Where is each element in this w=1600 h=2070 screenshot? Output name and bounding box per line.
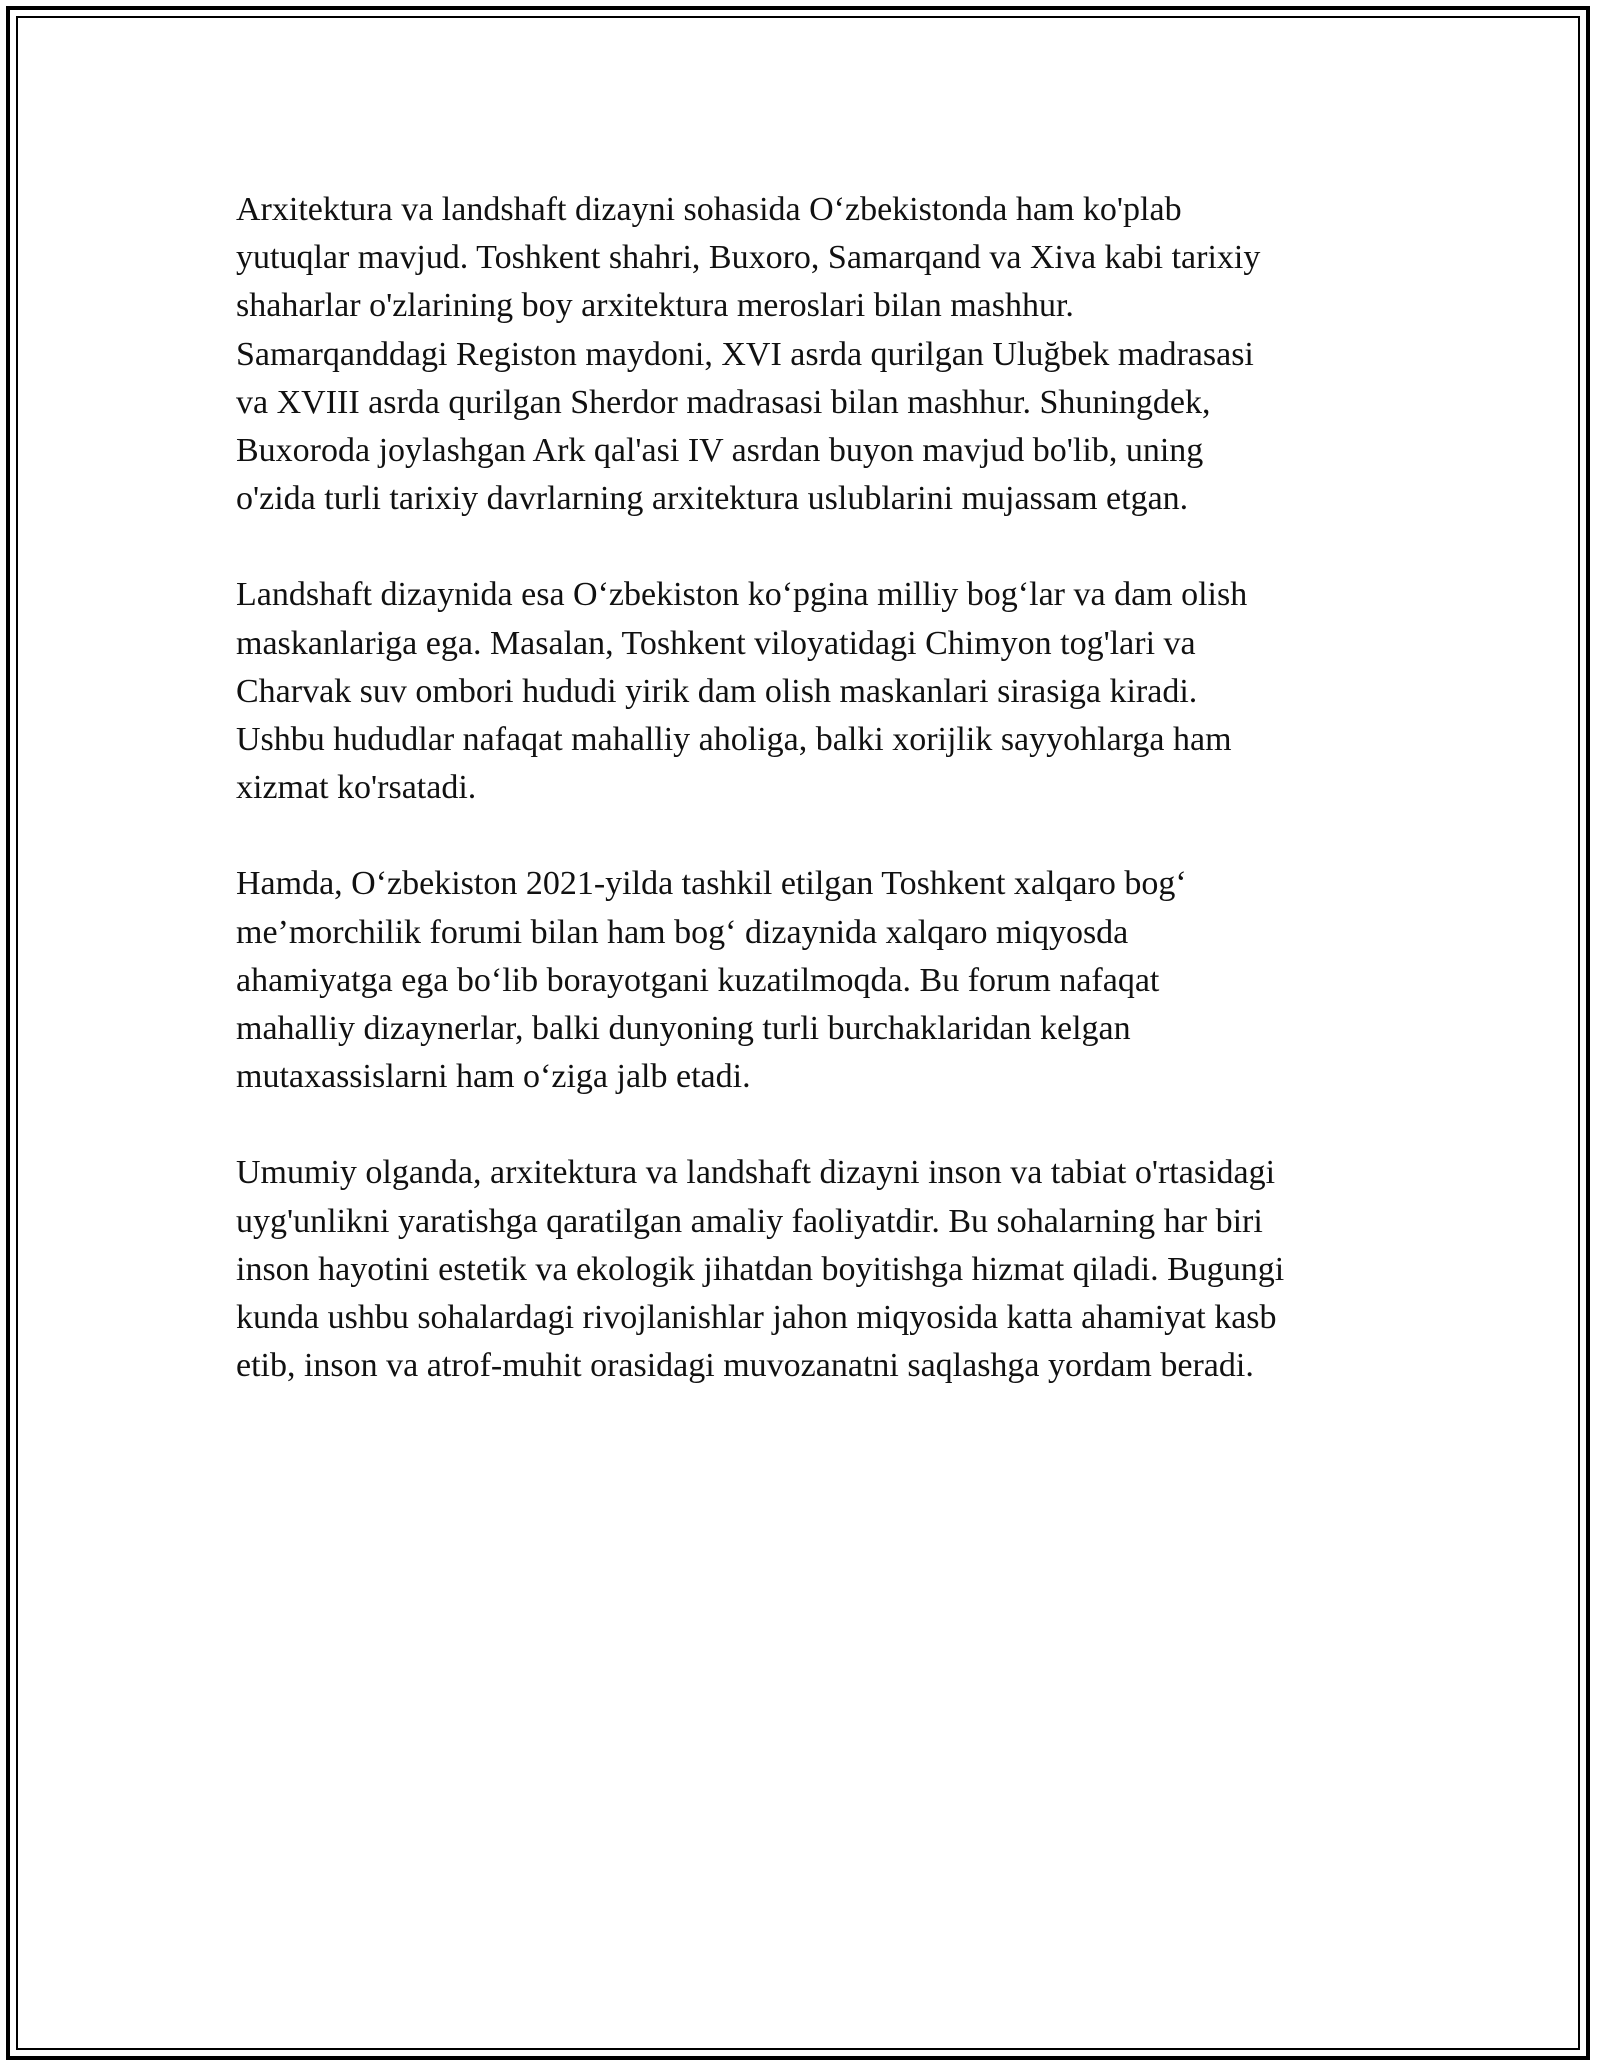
text-line: kunda ushbu sohalardagi rivojlanishlar jahon miqyosida katta ahamiyat kasb — [236, 1299, 1277, 1337]
text-line: uyg'unlikni yaratishga qaratilgan amaliy faoliyatdir. Bu sohalarning har biri — [236, 1202, 1263, 1240]
text-line: ahamiyatga ega bo‘lib borayotgani kuzatilmoqda. Bu forum nafaqat — [236, 961, 1160, 999]
paragraph-forum — [236, 860, 1396, 1101]
text-line: maskanlariga ega. Masalan, Toshkent viloyatidagi Chimyon tog'lari va — [236, 624, 1196, 662]
text-line: mahalliy dizaynerlar, balki dunyoning turli burchaklaridan kelgan — [236, 1010, 1131, 1048]
document-body — [236, 186, 1396, 1390]
text-line: etib, inson va atrof-muhit orasidagi muvozanatni saqlashga yordam beradi. — [236, 1347, 1254, 1385]
text-line: Hamda, O‘zbekiston 2021-yilda tashkil etilgan Toshkent xalqaro bog‘ — [236, 865, 1187, 903]
text-line: va XVIII asrda qurilgan Sherdor madrasasi bilan mashhur. Shuningdek, — [236, 383, 1211, 421]
paragraph-landscape — [236, 571, 1396, 812]
paragraph-conclusion — [236, 1149, 1396, 1390]
text-line: inson hayotini estetik va ekologik jihatdan boyitishga hizmat qiladi. Bugungi — [236, 1250, 1285, 1288]
text-line: Umumiy olganda, arxitektura va landshaft dizayni inson va tabiat o'rtasidagi — [236, 1154, 1276, 1192]
text-line: xizmat ko'rsatadi. — [236, 769, 477, 807]
text-line: Arxitektura va landshaft dizayni sohasida O‘zbekistonda ham ko'plab — [236, 191, 1182, 228]
text-line: Ushbu hududlar nafaqat mahalliy aholiga, balki xorijlik sayyohlarga ham — [236, 721, 1232, 759]
text-line: o'zida turli tarixiy davrlarning arxitektura uslublarini mujassam etgan. — [236, 480, 1189, 518]
text-line: Charvak suv ombori hududi yirik dam olish maskanlari sirasiga kiradi. — [236, 672, 1198, 710]
text-line: shaharlar o'zlarining boy arxitektura meroslari bilan mashhur. — [236, 287, 1074, 325]
text-line: me’morchilik forumi bilan ham bog‘ dizaynida xalqaro miqyosda — [236, 913, 1129, 951]
paragraph-architecture — [236, 186, 1396, 523]
text-line: Landshaft dizaynida esa O‘zbekiston ko‘pgina milliy bog‘lar va dam olish — [236, 576, 1248, 614]
text-line: mutaxassislarni ham o‘ziga jalb etadi. — [236, 1058, 751, 1096]
text-line: yutuqlar mavjud. Toshkent shahri, Buxoro, Samarqand va Xiva kabi tarixiy — [236, 239, 1261, 277]
text-line: Buxoroda joylashgan Ark qal'asi IV asrdan buyon mavjud bo'lib, uning — [236, 432, 1204, 470]
text-line: Samarqanddagi Registon maydoni, XVI asrda qurilgan Uluğbek madrasasi — [236, 335, 1254, 373]
